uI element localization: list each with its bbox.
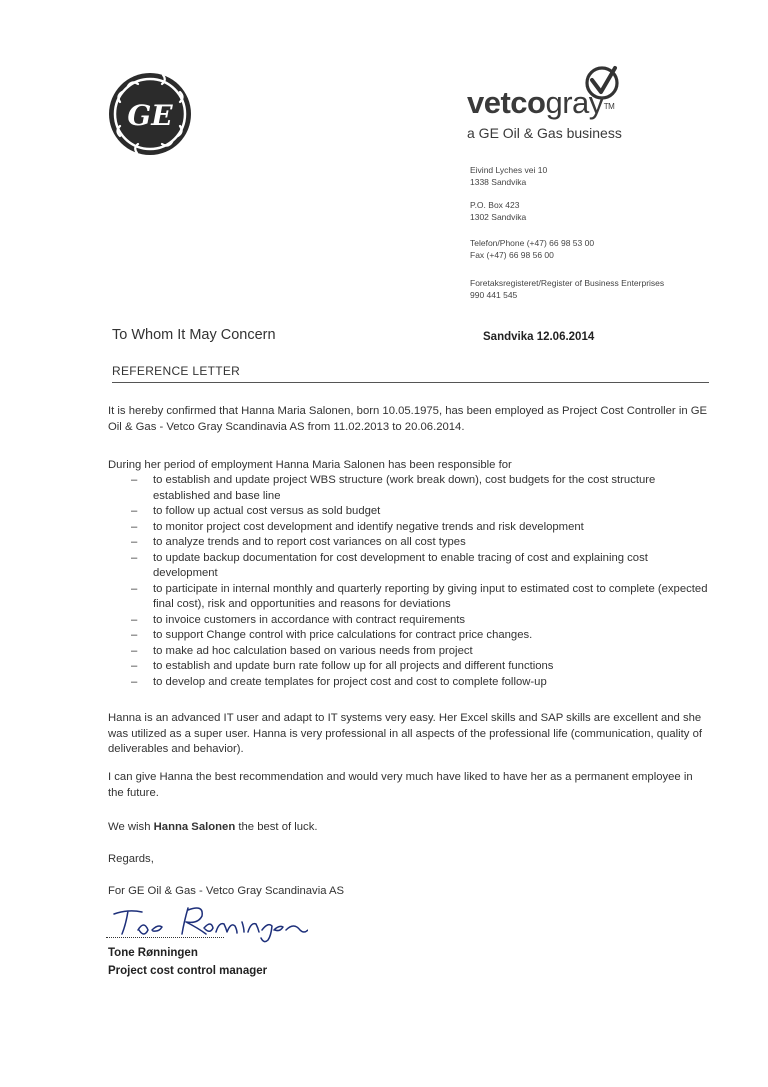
company-tagline: a GE Oil & Gas business [467,125,622,141]
list-item-text: to monitor project cost development and identify negative trends and risk development [153,520,584,533]
closing: Regards, [108,853,154,865]
phone-line: Telefon/Phone (+47) 66 98 53 00 [470,238,595,248]
salutation: To Whom It May Concern [112,327,276,343]
list-item-text: to establish and update project WBS structure (work break down), cost budgets for the cost structure established and base line [153,474,656,502]
dash-bullet: – [131,582,138,595]
recommendation-paragraph: I can give Hanna the best recommendation and would very much have liked to have her as a permanent employee in the future. [108,771,693,799]
list-item-text: to make ad hoc calculation based on various needs from project [153,644,473,657]
list-item [108,473,708,504]
list-item-text: to develop and create templates for project cost and cost to complete follow-up [153,675,547,688]
dash-bullet: – [131,520,138,533]
dash-bullet: – [131,613,138,626]
list-item-text: to update backup documentation for cost development to enable tracing of cost and explaining cost development [153,551,648,579]
list-item-text: to support Change control with price calculations for contract price changes. [153,629,533,641]
intro-paragraph: It is hereby confirmed that Hanna Maria Salonen, born 10.05.1975, has been employed as Project Cost Controller in GE Oil & Gas - Vetco Gray Scandinavia AS from 11.02.2013 to 20.06.2014. [108,405,708,433]
list-item-text: to establish and update burn rate follow up for all projects and different functions [153,660,554,672]
list-item-text: to invoice customers in accordance with contract requirements [153,613,466,626]
subject-divider [112,382,709,383]
street-line: Eivind Lyches vei 10 [470,165,548,175]
dash-bullet: – [131,644,138,657]
list-item [108,551,708,582]
list-item [108,628,708,644]
business-registry [470,277,730,301]
letter-subject: REFERENCE LETTER [112,364,241,378]
list-item [108,675,708,691]
dash-bullet: – [131,629,138,641]
wish-paragraph [108,820,708,836]
trademark-mark: TM [603,102,615,111]
list-item [108,659,708,675]
po-address [470,199,730,223]
dash-bullet: – [131,551,138,564]
list-item [108,613,708,629]
list-item-text: to follow up actual cost versus as sold budget [153,505,381,517]
signature-line [106,937,224,938]
brand-light: gray [545,85,604,120]
dash-bullet: – [131,474,138,486]
po-postal-line: 1302 Sandvika [470,212,527,222]
dash-bullet: – [131,505,138,517]
brand-bold: vetco [467,85,546,120]
company-line: For GE Oil & Gas - Vetco Gray Scandinavia AS [108,885,345,897]
list-item [108,504,708,520]
signer-title: Project cost control manager [108,965,268,977]
signer-name: Tone Rønningen [108,947,198,959]
dash-bullet: – [131,660,138,672]
postal-line: 1338 Sandvika [470,177,527,187]
registry-number: 990 441 545 [470,290,518,300]
list-item [108,535,708,551]
contact-info [470,237,730,261]
registry-label: Foretaksregisteret/Register of Business Enterprises [470,278,665,288]
dash-bullet: – [131,675,138,688]
street-address [470,164,730,188]
wish-prefix: We wish [108,821,154,833]
list-item-text: to participate in internal monthly and quarterly reporting by giving input to estimated cost to complete (expected final cost), risk and opportunities and reasons for deviations [153,582,708,610]
responsibilities-intro: During her period of employment Hanna Maria Salonen has been responsible for [108,459,512,471]
letter-date: Sandvika 12.06.2014 [483,331,595,343]
po-box-line: P.O. Box 423 [470,200,520,210]
list-item [108,644,708,660]
vetcogray-wordmark [467,85,647,121]
fax-line: Fax (+47) 66 98 56 00 [470,250,554,260]
wish-name: Hanna Salonen [153,821,236,833]
list-item [108,582,708,613]
dash-bullet: – [131,536,138,548]
list-item [108,520,708,536]
responsibilities-list [108,473,708,690]
ge-logo-letters: GE [127,99,173,132]
skills-paragraph: Hanna is an advanced IT user and adapt to IT systems very easy. Her Excel skills and SAP skills are excellent and she was utilized as a super user. Hanna is very professional in all aspects of the professional life (communication, quality of deliverables and behavior). [108,712,703,755]
wish-suffix: the best of luck. [235,821,318,833]
ge-logo-icon [108,72,192,156]
list-item-text: to analyze trends and to report cost variances on all cost types [153,536,466,548]
